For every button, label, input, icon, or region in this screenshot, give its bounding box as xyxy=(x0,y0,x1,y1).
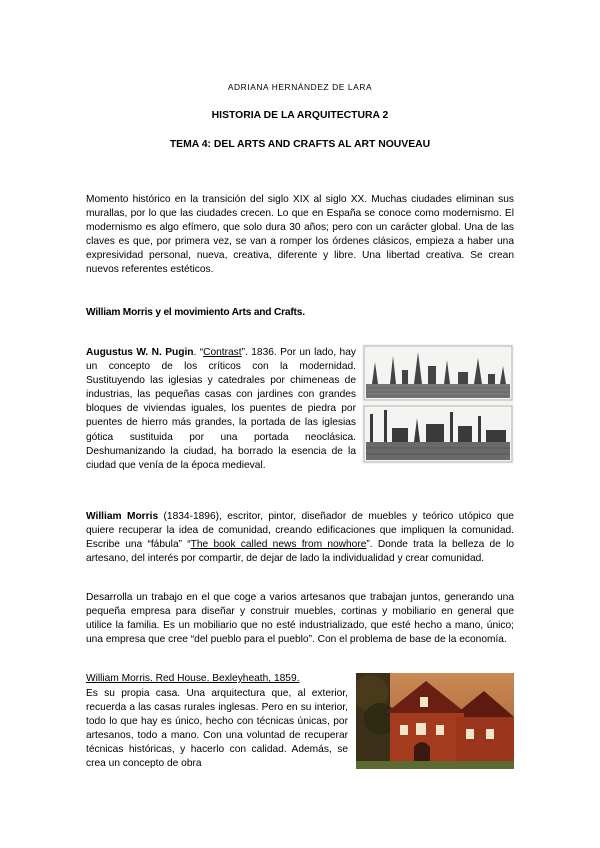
morris-text-b: ”. Donde trata la belleza de lo artesano, del interés por compartir, de dejar de lado la individualidad y crear comunidad. xyxy=(86,539,514,565)
course-title: HISTORIA DE LA ARQUITECTURA 2 xyxy=(211,110,389,121)
pugin-paragraph xyxy=(86,346,356,473)
contrasts-engraving-image xyxy=(362,344,514,464)
intro-paragraph: Momento histórico en la transición del siglo XIX al siglo XX. Muchas ciudades eliminan sus murallas, por lo que las ciudades crecen. Lo que en España se conoce como modernismo. El modernismo es algo efímero, que solo dura 30 años; pero con un carácter global. Una de las claves es que, por primera vez, se van a romper los órdenes clásicos, empieza a haber una expresividad personal, nueva, creativa, diferente y libre. Una libertad creativa. Se crean nuevos referentes estéticos. xyxy=(86,194,514,276)
morris-text-a: (1834-1896), escritor, pintor, diseñador de muebles y teórico utópico que quiere recuperar la idea de comunidad, creando edificaciones que impliquen la comunidad. Escribe una “fábula” “ xyxy=(86,511,514,551)
morris-paragraph-2: Desarrolla un trabajo en el que coge a varios artesanos que trabajan juntos, generando una pequeña empresa para diseñar y construir muebles, cortinas y mobiliario en general que utilice la familia. Es un mobiliario que no esté industrializado, que esté hecho a mano, único; una empresa que cree “del pueblo para el pueblo”. Con el problema de base de la economía. xyxy=(86,592,514,646)
topic-title: TEMA 4: DEL ARTS AND CRAFTS AL ART NOUVEAU xyxy=(169,139,431,150)
author-name: ADRIANA HERNÁNDEZ DE LARA xyxy=(227,82,373,92)
pugin-separator: . “ xyxy=(193,347,204,358)
red-house-photo xyxy=(356,673,514,769)
morris-paragraph xyxy=(86,510,514,566)
morris-name: William Morris xyxy=(86,511,159,522)
pugin-text: ”. 1836. Por un lado, hay un concepto de los críticos con la modernidad. Sustituyendo las iglesias y catedrales por chimeneas de industrias, las pequeñas casas con jardines con grandes bloques de viviendas iguales, los puentes de piedra por puentes de hierro más grandes, la portada de las iglesias gótica sustituida por una portada neoclásica. Deshumanizando la ciudad, ha borrado la esencia de la ciudad que venía de la época medieval. xyxy=(86,347,356,471)
pugin-name: Augustus W. N. Pugin xyxy=(86,347,194,358)
red-house-paragraph: Es su propia casa. Una arquitectura que, al exterior, recuerda a las casas rurales inglesas. Pero en su interior, todo lo que hay es único, hecho con técnicas únicas, por artesanos, todo a mano. Con una voluntad de recuperar técnicas históricas, y hacerlo con calidad. Además, se crea un concepto de obra xyxy=(86,688,348,770)
pugin-work-title: Contrast xyxy=(203,347,242,358)
morris-book-title: The book called news from nowhore xyxy=(190,539,367,551)
section-heading: William Morris y el movimiento Arts and Crafts. xyxy=(86,307,305,318)
red-house-caption: William Morris. Red House. Bexleyheath, 1859. xyxy=(86,673,300,684)
